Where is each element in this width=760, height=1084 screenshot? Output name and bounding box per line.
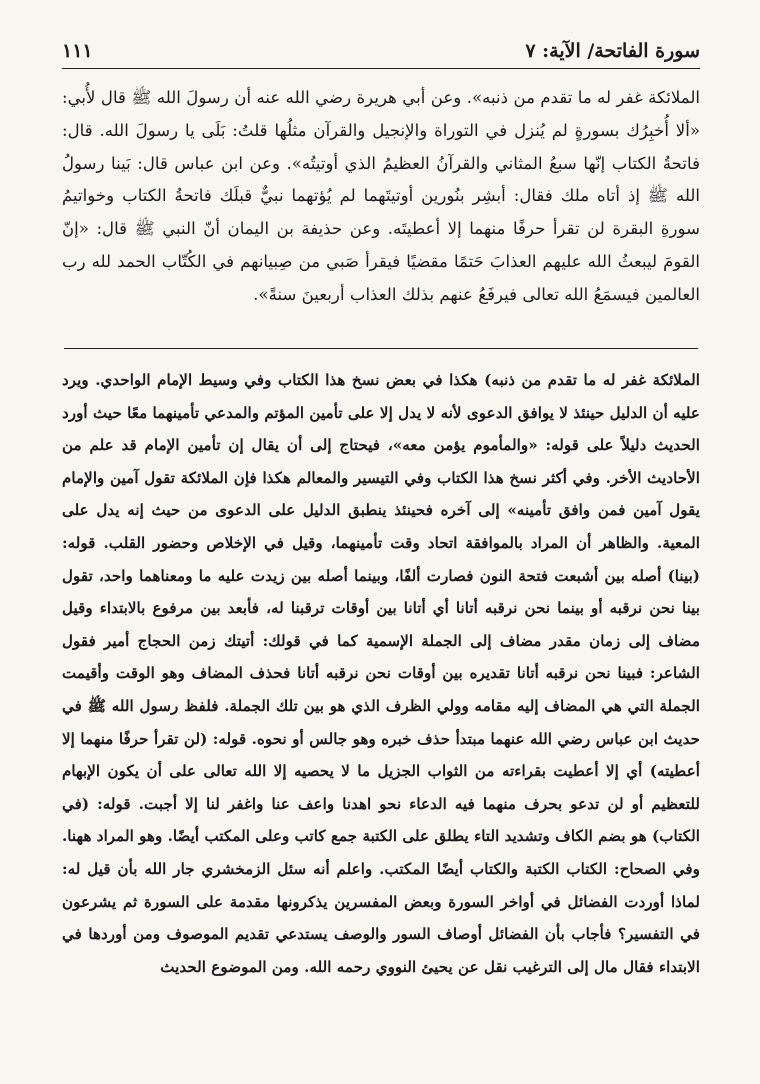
running-title: سورة الفاتحة/ الآية: ٧ [525, 40, 700, 62]
text-separator-line [64, 348, 698, 349]
main-text-block [62, 82, 700, 312]
page-number: ١١١ [62, 40, 93, 62]
page-header [62, 38, 700, 69]
commentary-block [62, 364, 700, 983]
main-text-paragraph: الملائكة غفر له ما تقدم من ذنبه». وعن أبي هريرة رضي الله عنه أن رسولَ الله ﷺ قال لأُبي: «ألا أُخبِرُك بسورةٍ لم يُنزل في التوراة والإنجيل والقرآن مثلُها قلتُ: بَلَى يا رسولَ الله. قال: فاتحةُ الكتاب إنّها سبعُ المثاني والقرآنُ العظيمُ الذي أوتيتُه». وعن ابن عباس قال: بَينا رسولُ الله ﷺ إذ أتاه ملك فقال: أبشِر بنُورين أوتيتَهما لم يُؤتهما نبيٌّ قبلَك فاتحةُ الكتاب وخواتيمُ سورةِ البقرة لن تقرأ حرفًا منهما إلا أعطيتَه. وعن حذيفة بن اليمان أنّ النبي ﷺ قال: «إنّ القومَ ليبعثُ الله عليهم العذابَ حَتمًا مقضيًا فيقرأ صَبي من صِبيانهم في الكُتّاب الحمد لله رب العالمين فيسمَعُ الله تعالى فيرفَعُ عنهم بذلك العذاب أربعينَ سنةً». [62, 88, 700, 304]
commentary-paragraph: الملائكة غفر له ما تقدم من ذنبه) هكذا في بعض نسخ هذا الكتاب وفي وسيط الإمام الواحدي. ويرد عليه أن الدليل حينئذ لا يوافق الدعوى لأنه لا يدل إلا على تأمين المؤتم والمدعي تأمينهما معًا حيث أورد الحديث دليلاً على قوله: «والمأموم يؤمن معه»، فيحتاج إلى أن يقال إن تأمين الإمام قد علم من الأحاديث الأخر. وفي أكثر نسخ هذا الكتاب وفي التيسير والمعالم هكذا فإن الملائكة تقول آمين والإمام يقول آمين فمن وافق تأمينه» إلى آخره فحينئذ ينطبق الدليل على الدعوى من حيث إنه يدل على المعية. والظاهر أن المراد بالموافقة اتحاد وقت تأمينهما، وقيل في الإخلاص وحضور القلب. قوله: (بينا) أصله بين أشبعت فتحة النون فصارت ألفًا، وبينما أصله بين زيدت عليه ما ومعناهما واحد، تقول بينا نحن نرقبه أو بينما نحن نرقبه أتانا أي أتانا بين أوقات ترقبنا له، فأبعد بين مرفوع بالابتداء وقيل مضاف إلى زمان مقدر مضاف إلى الجملة الإسمية كما في قولك: أتيتك زمن الحجاج أمير فقول الشاعر: فبينا نحن نرقبه أتانا تقديره بين أوقات نحن نرقبه أتانا فحذف المضاف وهو الوقت وأقيمت الجملة التي هي المضاف إليه مقامه وولي الظرف الذي هو بين تلك الجملة. فلفظ رسول الله ﷺ في حديث ابن عباس رضي الله عنهما مبتدأ حذف خبره وهو جالس أو نحوه. قوله: (لن تقرأ حرفًا منهما إلا أعطيته) أي إلا أعطيت بقراءته من الثواب الجزيل ما لا يحصيه إلا الله تعالى على أن يكون الإبهام للتعظيم أو لن تدعو بحرف منهما فيه الدعاء نحو اهدنا واعف عنا واغفر لنا إلا أجبت. قوله: (في الكتاب) هو بضم الكاف وتشديد التاء يطلق على الكتبة جمع كاتب وعلى المكتب أيضًا. وهو المراد ههنا. وفي الصحاح: الكتاب الكتبة والكتاب أيضًا المكتب. واعلم أنه سئل الزمخشري جار الله بأن قيل له: لماذا أوردت الفضائل في أواخر السورة وبعض المفسرين يذكرونها مقدمة على السورة ثم يشرعون في التفسير؟ فأجاب بأن الفضائل أوصاف السور والوصف يستدعي تقديم الموصوف ومن أوردها في الابتداء فقال مال إلى الترغيب نقل عن يحيئ النووي رحمه الله. ومن الموضوع الحديث [62, 371, 700, 976]
